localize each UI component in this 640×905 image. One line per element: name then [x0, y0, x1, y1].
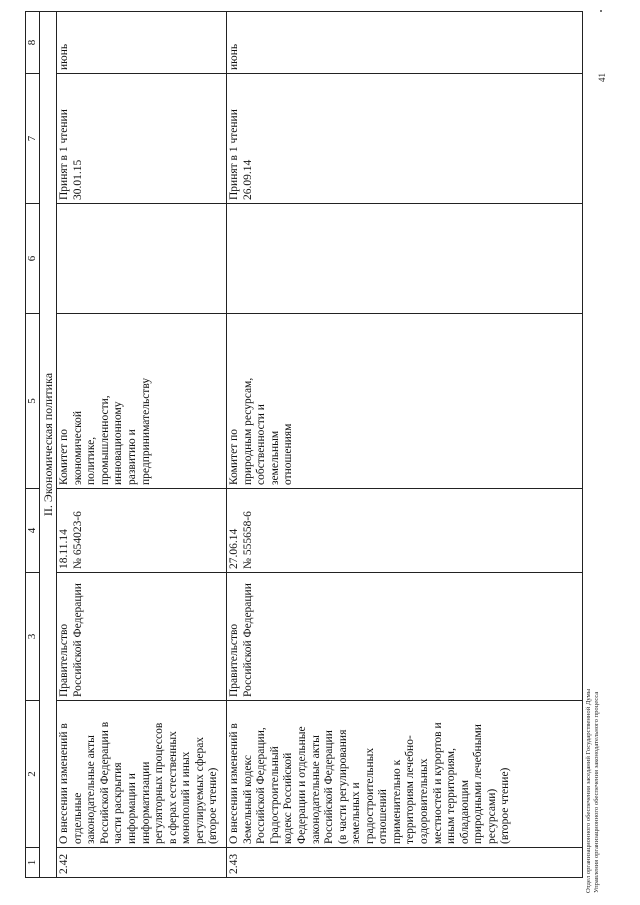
registration-info: 18.11.14 № 654023-6 — [57, 489, 227, 573]
legislation-table — [25, 11, 583, 878]
bill-title: О внесении изменений в отдельные законодательные акты Российской Федерации в части раскрытия информации и информатизации регуляторных процессов в сферах естественных монополий и иных регулируемых сферах (второе чтение) — [57, 701, 227, 848]
bill-initiator: Правительство Российской Федерации — [57, 573, 227, 701]
section-title: II. Экономическая политика — [39, 12, 56, 878]
scan-speck — [600, 10, 602, 12]
rotated-table-sheet — [25, 12, 577, 878]
empty-cell — [57, 204, 227, 314]
page-footer — [585, 689, 601, 893]
column-number-row — [26, 12, 40, 878]
column-number: 2 — [26, 701, 40, 848]
planned-month: июнь — [57, 12, 227, 74]
column-number: 3 — [26, 573, 40, 701]
column-number: 1 — [26, 848, 40, 878]
planned-month: июнь — [227, 12, 583, 74]
row-number: 2.42 — [57, 848, 227, 878]
bill-initiator: Правительство Российской Федерации — [227, 573, 583, 701]
registration-info: 27.06.14 № 555658-6 — [227, 489, 583, 573]
row-number: 2.43 — [227, 848, 583, 878]
bill-title: О внесении изменений в Земельный кодекс Российской Федерации, Градостроительный кодекс Российской Федерации и отдельные законодательные акты Российской Федерации (в части регулирования земельных и градостроительных отношений применительно к территориям лечебно- оздоровительных местностей и курортов и иным территориям, обладающим природными лечебными ресурсами) (второе чтение) — [227, 701, 583, 848]
page-number: 41 — [597, 73, 607, 82]
footer-line: Отдел организационного обеспечения заседаний Государственной Думы — [585, 688, 592, 893]
table-row — [227, 12, 583, 878]
column-number: 7 — [26, 74, 40, 204]
reading-status: Принят в 1 чтении 30.01.15 — [57, 74, 227, 204]
reading-status: Принят в 1 чтении 26.09.14 — [227, 74, 583, 204]
empty-cell — [227, 204, 583, 314]
column-number: 4 — [26, 489, 40, 573]
responsible-committee: Комитет по природным ресурсам, собственности и земельным отношениям — [227, 314, 583, 489]
responsible-committee: Комитет по экономической политике, промышленности, инновационному развитию и предпринимательству — [57, 314, 227, 489]
table-row — [57, 12, 227, 878]
section-row — [39, 12, 56, 878]
column-number: 6 — [26, 204, 40, 314]
column-number: 8 — [26, 12, 40, 74]
footer-line: Управления организационного обеспечения законодательного процесса — [593, 691, 601, 893]
column-number: 5 — [26, 314, 40, 489]
